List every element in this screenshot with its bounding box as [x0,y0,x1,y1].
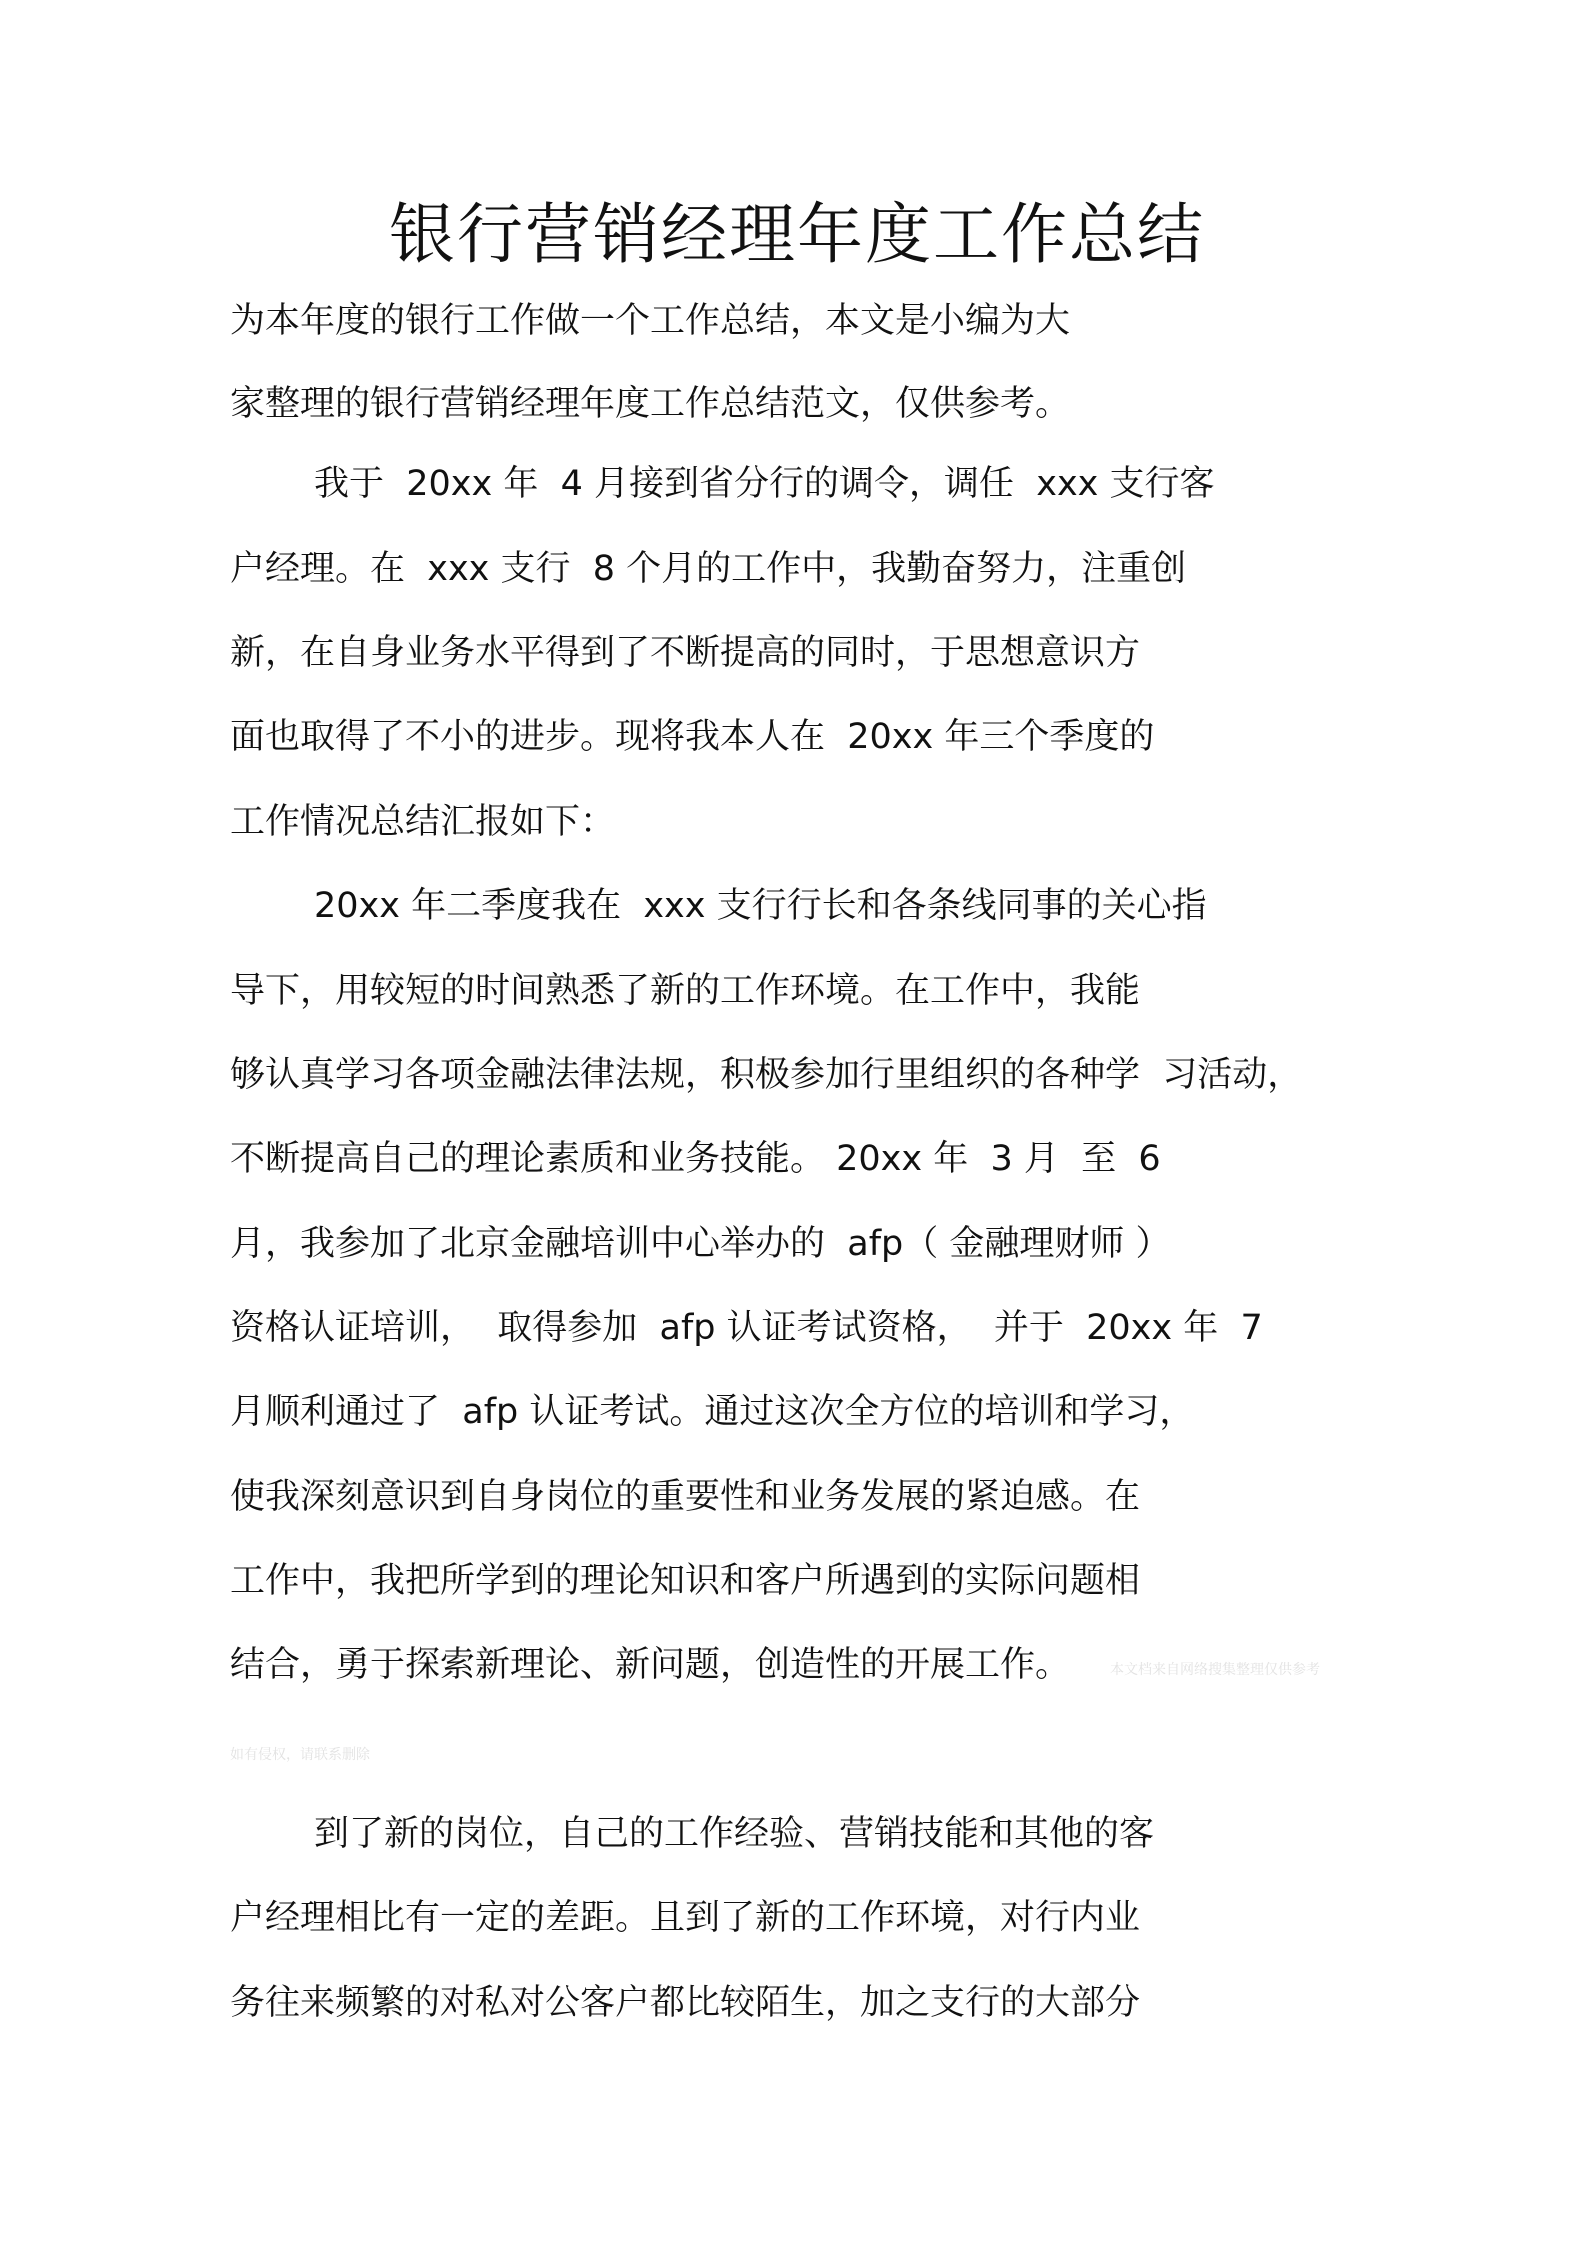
text-line: 户经理。在 xxx 支行 8 个月的工作中，我勤奋努力，注重创 [230,549,1187,589]
text-line: 使我深刻意识到自身岗位的重要性和业务发展的紧迫感。在 [230,1477,1141,1517]
text-line: 务往来频繁的对私对公客户都比较陌生，加之支行的大部分 [230,1983,1141,2023]
text-line: 户经理相比有一定的差距。且到了新的工作环境，对行内业 [230,1898,1141,1938]
text-line: 20xx 年二季度我在 xxx 支行行长和各条线同事的关心指 [314,886,1207,926]
text-line: 家整理的银行营销经理年度工作总结范文，仅供参考。 [230,384,1071,424]
document-title: 银行营销经理年度工作总结 [389,196,1205,273]
text-line: 新，在自身业务水平得到了不断提高的同时，于思想意识方 [230,633,1141,673]
text-line: 工作中，我把所学到的理论知识和客户所遇到的实际问题相 [230,1561,1141,1601]
text-line: 导下，用较短的时间熟悉了新的工作环境。在工作中，我能 [230,971,1141,1011]
text-line: 到了新的岗位，自己的工作经验、营销技能和其他的客 [314,1814,1155,1854]
text-line: 月，我参加了北京金融培训中心举办的 afp（ 金融理财师 ） [230,1224,1171,1264]
text-line: 面也取得了不小的进步。现将我本人在 20xx 年三个季度的 [230,717,1155,757]
text-line: 资格认证培训， 取得参加 afp 认证考试资格， 并于 20xx 年 7 [230,1308,1263,1348]
text-line: 我于 20xx 年 4 月接到省分行的调令，调任 xxx 支行客 [314,464,1215,504]
faint-watermark-text: 本文档来自网络搜集整理仅供参考 [1110,1662,1320,1678]
text-line: 结合，勇于探索新理论、新问题，创造性的开展工作。 [230,1645,1071,1685]
text-line: 够认真学习各项金融法律法规，积极参加行里组织的各种学 习活动， [230,1055,1303,1095]
text-line: 工作情况总结汇报如下： [230,802,616,842]
text-line: 不断提高自己的理论素质和业务技能。 20xx 年 3 月 至 6 [230,1139,1161,1179]
faint-watermark-text: 如有侵权，请联系删除 [230,1747,370,1763]
text-line: 为本年度的银行工作做一个工作总结，本文是小编为大 [230,301,1071,341]
text-line: 月顺利通过了 afp 认证考试。通过这次全方位的培训和学习， [230,1392,1195,1432]
